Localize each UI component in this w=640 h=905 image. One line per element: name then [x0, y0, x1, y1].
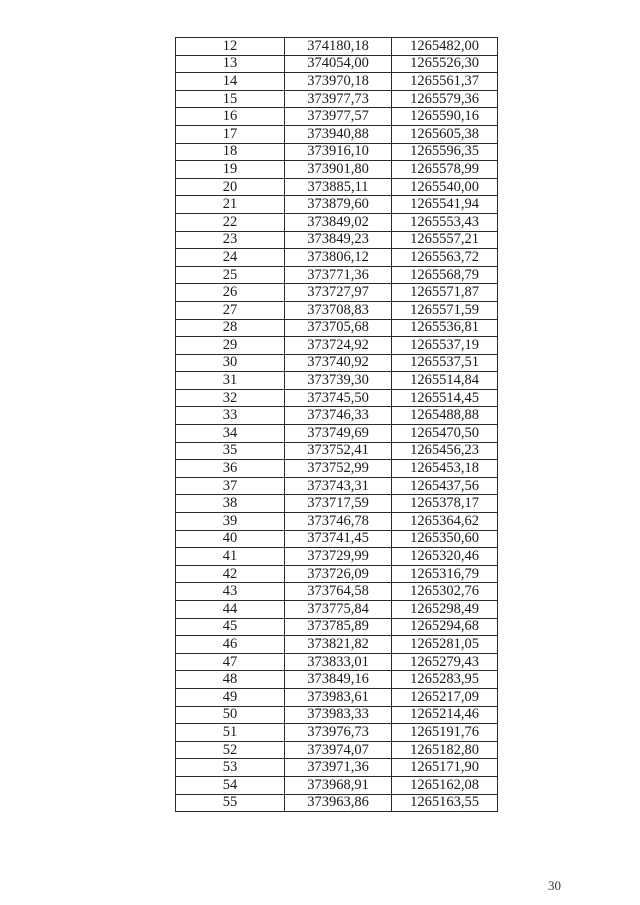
point-number-cell: 49 — [176, 688, 285, 706]
x-coordinate-cell: 373727,97 — [285, 284, 392, 302]
y-coordinate-cell: 1265182,80 — [392, 741, 498, 759]
y-coordinate-cell: 1265162,08 — [392, 776, 498, 794]
x-coordinate-cell: 373970,18 — [285, 73, 392, 91]
y-coordinate-cell: 1265579,36 — [392, 90, 498, 108]
point-number-cell: 35 — [176, 442, 285, 460]
table-row — [176, 794, 498, 812]
point-number-cell: 38 — [176, 495, 285, 513]
point-number-cell: 23 — [176, 231, 285, 249]
x-coordinate-cell: 373968,91 — [285, 776, 392, 794]
y-coordinate-cell: 1265298,49 — [392, 601, 498, 619]
x-coordinate-cell: 373745,50 — [285, 389, 392, 407]
x-coordinate-cell: 373849,16 — [285, 671, 392, 689]
point-number-cell: 25 — [176, 266, 285, 284]
table-row — [176, 407, 498, 425]
x-coordinate-cell: 373752,41 — [285, 442, 392, 460]
point-number-cell: 52 — [176, 741, 285, 759]
point-number-cell: 16 — [176, 108, 285, 126]
y-coordinate-cell: 1265596,35 — [392, 143, 498, 161]
y-coordinate-cell: 1265191,76 — [392, 724, 498, 742]
table-row — [176, 495, 498, 513]
y-coordinate-cell: 1265537,51 — [392, 354, 498, 372]
table-row — [176, 460, 498, 478]
y-coordinate-cell: 1265171,90 — [392, 759, 498, 777]
point-number-cell: 47 — [176, 653, 285, 671]
x-coordinate-cell: 373743,31 — [285, 477, 392, 495]
y-coordinate-cell: 1265514,45 — [392, 389, 498, 407]
point-number-cell: 48 — [176, 671, 285, 689]
table-row — [176, 161, 498, 179]
x-coordinate-cell: 373983,61 — [285, 688, 392, 706]
y-coordinate-cell: 1265217,09 — [392, 688, 498, 706]
coordinates-table — [175, 37, 498, 812]
table-row — [176, 125, 498, 143]
point-number-cell: 20 — [176, 178, 285, 196]
y-coordinate-cell: 1265364,62 — [392, 513, 498, 531]
table-row — [176, 671, 498, 689]
y-coordinate-cell: 1265320,46 — [392, 548, 498, 566]
x-coordinate-cell: 373746,33 — [285, 407, 392, 425]
x-coordinate-cell: 373879,60 — [285, 196, 392, 214]
table-row — [176, 319, 498, 337]
x-coordinate-cell: 374054,00 — [285, 55, 392, 73]
table-row — [176, 231, 498, 249]
y-coordinate-cell: 1265214,46 — [392, 706, 498, 724]
point-number-cell: 32 — [176, 389, 285, 407]
table-row — [176, 706, 498, 724]
y-coordinate-cell: 1265578,99 — [392, 161, 498, 179]
y-coordinate-cell: 1265571,87 — [392, 284, 498, 302]
point-number-cell: 37 — [176, 477, 285, 495]
table-row — [176, 583, 498, 601]
table-row — [176, 196, 498, 214]
table-row — [176, 618, 498, 636]
table-row — [176, 337, 498, 355]
x-coordinate-cell: 373833,01 — [285, 653, 392, 671]
table-row — [176, 213, 498, 231]
point-number-cell: 17 — [176, 125, 285, 143]
point-number-cell: 13 — [176, 55, 285, 73]
y-coordinate-cell: 1265294,68 — [392, 618, 498, 636]
table-row — [176, 477, 498, 495]
x-coordinate-cell: 373971,36 — [285, 759, 392, 777]
point-number-cell: 22 — [176, 213, 285, 231]
x-coordinate-cell: 373746,78 — [285, 513, 392, 531]
y-coordinate-cell: 1265350,60 — [392, 530, 498, 548]
y-coordinate-cell: 1265537,19 — [392, 337, 498, 355]
y-coordinate-cell: 1265605,38 — [392, 125, 498, 143]
y-coordinate-cell: 1265540,00 — [392, 178, 498, 196]
x-coordinate-cell: 373724,92 — [285, 337, 392, 355]
point-number-cell: 15 — [176, 90, 285, 108]
point-number-cell: 12 — [176, 38, 285, 56]
table-row — [176, 636, 498, 654]
table-row — [176, 266, 498, 284]
x-coordinate-cell: 373849,02 — [285, 213, 392, 231]
point-number-cell: 27 — [176, 301, 285, 319]
point-number-cell: 21 — [176, 196, 285, 214]
x-coordinate-cell: 373717,59 — [285, 495, 392, 513]
point-number-cell: 30 — [176, 354, 285, 372]
point-number-cell: 26 — [176, 284, 285, 302]
point-number-cell: 36 — [176, 460, 285, 478]
x-coordinate-cell: 374180,18 — [285, 38, 392, 56]
y-coordinate-cell: 1265541,94 — [392, 196, 498, 214]
point-number-cell: 18 — [176, 143, 285, 161]
y-coordinate-cell: 1265536,81 — [392, 319, 498, 337]
x-coordinate-cell: 373963,86 — [285, 794, 392, 812]
table-row — [176, 759, 498, 777]
x-coordinate-cell: 373940,88 — [285, 125, 392, 143]
x-coordinate-cell: 373775,84 — [285, 601, 392, 619]
table-row — [176, 653, 498, 671]
point-number-cell: 28 — [176, 319, 285, 337]
y-coordinate-cell: 1265526,30 — [392, 55, 498, 73]
point-number-cell: 39 — [176, 513, 285, 531]
x-coordinate-cell: 373976,73 — [285, 724, 392, 742]
point-number-cell: 54 — [176, 776, 285, 794]
x-coordinate-cell: 373974,07 — [285, 741, 392, 759]
point-number-cell: 55 — [176, 794, 285, 812]
coordinates-table-body — [176, 38, 498, 812]
point-number-cell: 29 — [176, 337, 285, 355]
x-coordinate-cell: 373708,83 — [285, 301, 392, 319]
table-row — [176, 372, 498, 390]
y-coordinate-cell: 1265488,88 — [392, 407, 498, 425]
table-row — [176, 108, 498, 126]
point-number-cell: 42 — [176, 565, 285, 583]
y-coordinate-cell: 1265279,43 — [392, 653, 498, 671]
table-row — [176, 143, 498, 161]
y-coordinate-cell: 1265163,55 — [392, 794, 498, 812]
point-number-cell: 44 — [176, 601, 285, 619]
x-coordinate-cell: 373785,89 — [285, 618, 392, 636]
point-number-cell: 43 — [176, 583, 285, 601]
x-coordinate-cell: 373821,82 — [285, 636, 392, 654]
y-coordinate-cell: 1265514,84 — [392, 372, 498, 390]
point-number-cell: 41 — [176, 548, 285, 566]
x-coordinate-cell: 373739,30 — [285, 372, 392, 390]
y-coordinate-cell: 1265453,18 — [392, 460, 498, 478]
point-number-cell: 34 — [176, 425, 285, 443]
point-number-cell: 14 — [176, 73, 285, 91]
table-row — [176, 565, 498, 583]
y-coordinate-cell: 1265553,43 — [392, 213, 498, 231]
y-coordinate-cell: 1265571,59 — [392, 301, 498, 319]
x-coordinate-cell: 373849,23 — [285, 231, 392, 249]
y-coordinate-cell: 1265281,05 — [392, 636, 498, 654]
point-number-cell: 24 — [176, 249, 285, 267]
table-row — [176, 741, 498, 759]
table-row — [176, 55, 498, 73]
table-row — [176, 178, 498, 196]
table-row — [176, 442, 498, 460]
table-row — [176, 548, 498, 566]
point-number-cell: 50 — [176, 706, 285, 724]
table-row — [176, 38, 498, 56]
y-coordinate-cell: 1265456,23 — [392, 442, 498, 460]
table-row — [176, 249, 498, 267]
point-number-cell: 31 — [176, 372, 285, 390]
x-coordinate-cell: 373983,33 — [285, 706, 392, 724]
y-coordinate-cell: 1265378,17 — [392, 495, 498, 513]
x-coordinate-cell: 373916,10 — [285, 143, 392, 161]
table-row — [176, 284, 498, 302]
x-coordinate-cell: 373749,69 — [285, 425, 392, 443]
y-coordinate-cell: 1265563,72 — [392, 249, 498, 267]
table-row — [176, 724, 498, 742]
y-coordinate-cell: 1265316,79 — [392, 565, 498, 583]
table-row — [176, 776, 498, 794]
table-row — [176, 389, 498, 407]
y-coordinate-cell: 1265561,37 — [392, 73, 498, 91]
table-row — [176, 301, 498, 319]
table-row — [176, 354, 498, 372]
x-coordinate-cell: 373885,11 — [285, 178, 392, 196]
x-coordinate-cell: 373764,58 — [285, 583, 392, 601]
y-coordinate-cell: 1265437,56 — [392, 477, 498, 495]
y-coordinate-cell: 1265283,95 — [392, 671, 498, 689]
y-coordinate-cell: 1265568,79 — [392, 266, 498, 284]
y-coordinate-cell: 1265590,16 — [392, 108, 498, 126]
point-number-cell: 45 — [176, 618, 285, 636]
table-row — [176, 688, 498, 706]
x-coordinate-cell: 373806,12 — [285, 249, 392, 267]
x-coordinate-cell: 373740,92 — [285, 354, 392, 372]
table-row — [176, 425, 498, 443]
table-row — [176, 513, 498, 531]
table-row — [176, 601, 498, 619]
x-coordinate-cell: 373977,57 — [285, 108, 392, 126]
table-row — [176, 90, 498, 108]
y-coordinate-cell: 1265557,21 — [392, 231, 498, 249]
x-coordinate-cell: 373901,80 — [285, 161, 392, 179]
point-number-cell: 53 — [176, 759, 285, 777]
point-number-cell: 19 — [176, 161, 285, 179]
y-coordinate-cell: 1265470,50 — [392, 425, 498, 443]
point-number-cell: 51 — [176, 724, 285, 742]
point-number-cell: 40 — [176, 530, 285, 548]
point-number-cell: 46 — [176, 636, 285, 654]
table-row — [176, 530, 498, 548]
y-coordinate-cell: 1265482,00 — [392, 38, 498, 56]
x-coordinate-cell: 373977,73 — [285, 90, 392, 108]
point-number-cell: 33 — [176, 407, 285, 425]
x-coordinate-cell: 373752,99 — [285, 460, 392, 478]
page-number: 30 — [548, 878, 561, 893]
x-coordinate-cell: 373771,36 — [285, 266, 392, 284]
x-coordinate-cell: 373729,99 — [285, 548, 392, 566]
x-coordinate-cell: 373726,09 — [285, 565, 392, 583]
x-coordinate-cell: 373705,68 — [285, 319, 392, 337]
x-coordinate-cell: 373741,45 — [285, 530, 392, 548]
y-coordinate-cell: 1265302,76 — [392, 583, 498, 601]
table-row — [176, 73, 498, 91]
